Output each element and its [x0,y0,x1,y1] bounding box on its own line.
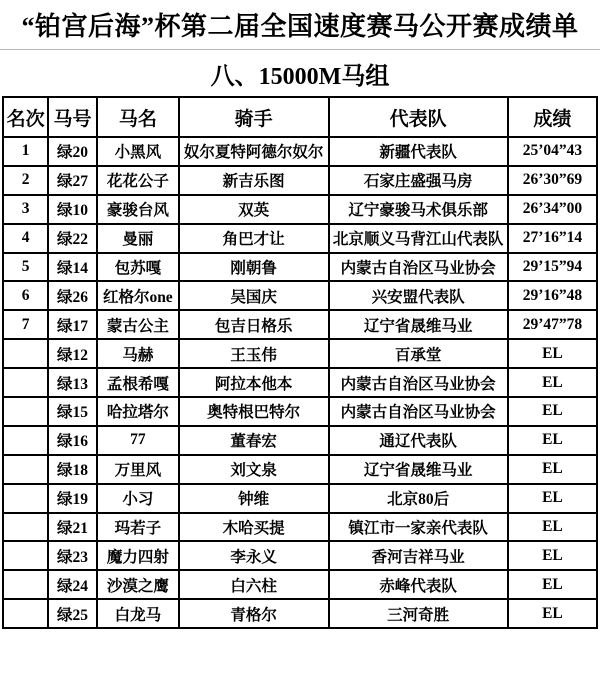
result-cell: EL [508,599,597,628]
table-row [3,137,597,166]
table-row [3,455,597,484]
horse-name-cell: 花花公子 [97,166,179,195]
team-cell: 石家庄盛强马房 [329,166,508,195]
column-header-team: 代表队 [329,97,508,137]
table-row [3,541,597,570]
jockey-cell: 董春宏 [179,426,329,455]
results-body [3,137,597,628]
result-cell: EL [508,339,597,368]
header-row [3,97,597,137]
table-row [3,484,597,513]
table-row [3,368,597,397]
team-cell: 内蒙古自治区马业协会 [329,368,508,397]
result-cell: 29’47”78 [508,310,597,339]
horse-number-cell: 绿23 [48,541,97,570]
table-row [3,224,597,253]
column-header-jockey: 骑手 [179,97,329,137]
jockey-cell: 吴国庆 [179,281,329,310]
group-title: 八、15000M马组 [210,63,390,90]
rank-cell: 4 [3,224,48,253]
rank-cell: 5 [3,253,48,282]
horse-number-cell: 绿16 [48,426,97,455]
jockey-cell: 奴尔夏特阿德尔奴尔 [179,137,329,166]
jockey-cell: 青格尔 [179,599,329,628]
horse-number-cell: 绿14 [48,253,97,282]
team-cell: 内蒙古自治区马业协会 [329,253,508,282]
horse-number-cell: 绿17 [48,310,97,339]
column-header-rank: 名次 [3,97,48,137]
horse-name-cell: 小习 [97,484,179,513]
team-cell: 内蒙古自治区马业协会 [329,397,508,426]
jockey-cell: 奥特根巴特尔 [179,397,329,426]
table-row [3,599,597,628]
table-row [3,253,597,282]
jockey-cell: 李永义 [179,541,329,570]
result-cell: EL [508,513,597,542]
table-row [3,339,597,368]
jockey-cell: 木哈买提 [179,513,329,542]
table-row [3,281,597,310]
rank-cell [3,541,48,570]
rank-cell: 2 [3,166,48,195]
table-row [3,310,597,339]
horse-number-cell: 绿22 [48,224,97,253]
horse-name-cell: 包苏嘎 [97,253,179,282]
horse-name-cell: 白龙马 [97,599,179,628]
result-cell: EL [508,397,597,426]
column-header-result: 成绩 [508,97,597,137]
horse-name-cell: 魔力四射 [97,541,179,570]
horse-name-cell: 红格尔one [97,281,179,310]
horse-number-cell: 绿25 [48,599,97,628]
team-cell: 北京80后 [329,484,508,513]
team-cell: 百承堂 [329,339,508,368]
team-cell: 赤峰代表队 [329,570,508,599]
result-cell: 26’30”69 [508,166,597,195]
horse-number-cell: 绿18 [48,455,97,484]
horse-name-cell: 豪骏台风 [97,195,179,224]
result-cell: 26’34”00 [508,195,597,224]
rank-cell: 3 [3,195,48,224]
team-cell: 北京顺义马背江山代表队 [329,224,508,253]
horse-number-cell: 绿12 [48,339,97,368]
result-cell: EL [508,368,597,397]
result-cell: EL [508,455,597,484]
horse-name-cell: 沙漠之鹰 [97,570,179,599]
horse-number-cell: 绿27 [48,166,97,195]
rank-cell [3,397,48,426]
horse-name-cell: 马赫 [97,339,179,368]
horse-name-cell: 小黑风 [97,137,179,166]
rank-cell [3,484,48,513]
results-table [2,96,598,629]
result-cell: EL [508,484,597,513]
horse-number-cell: 绿20 [48,137,97,166]
horse-name-cell: 孟根希嘎 [97,368,179,397]
table-row [3,195,597,224]
result-cell: EL [508,570,597,599]
rank-cell: 6 [3,281,48,310]
horse-name-cell: 哈拉塔尔 [97,397,179,426]
horse-name-cell: 77 [97,426,179,455]
table-row [3,426,597,455]
horse-number-cell: 绿10 [48,195,97,224]
rank-cell [3,599,48,628]
result-cell: EL [508,541,597,570]
jockey-cell: 王玉伟 [179,339,329,368]
team-cell: 镇江市一家亲代表队 [329,513,508,542]
result-cell: 27’16”14 [508,224,597,253]
horse-number-cell: 绿13 [48,368,97,397]
rank-cell [3,513,48,542]
horse-name-cell: 曼丽 [97,224,179,253]
team-cell: 香河吉祥马业 [329,541,508,570]
horse-name-cell: 玛若子 [97,513,179,542]
team-cell: 三河奇胜 [329,599,508,628]
table-row [3,166,597,195]
jockey-cell: 双英 [179,195,329,224]
table-row [3,513,597,542]
column-header-number: 马号 [48,97,97,137]
table-row [3,397,597,426]
result-cell: 29’16”48 [508,281,597,310]
table-row [3,570,597,599]
result-cell: EL [508,426,597,455]
horse-number-cell: 绿24 [48,570,97,599]
jockey-cell: 包吉日格乐 [179,310,329,339]
team-cell: 通辽代表队 [329,426,508,455]
rank-cell [3,570,48,599]
jockey-cell: 阿拉本他本 [179,368,329,397]
rank-cell [3,339,48,368]
team-cell: 辽宁省晟维马业 [329,310,508,339]
jockey-cell: 刚朝鲁 [179,253,329,282]
jockey-cell: 白六柱 [179,570,329,599]
jockey-cell: 新吉乐图 [179,166,329,195]
team-cell: 兴安盟代表队 [329,281,508,310]
horse-name-cell: 万里风 [97,455,179,484]
result-cell: 25’04”43 [508,137,597,166]
horse-name-cell: 蒙古公主 [97,310,179,339]
rank-cell [3,455,48,484]
horse-number-cell: 绿19 [48,484,97,513]
team-cell: 辽宁豪骏马术俱乐部 [329,195,508,224]
team-cell: 辽宁省晟维马业 [329,455,508,484]
horse-number-cell: 绿15 [48,397,97,426]
rank-cell: 1 [3,137,48,166]
team-cell: 新疆代表队 [329,137,508,166]
jockey-cell: 刘文泉 [179,455,329,484]
jockey-cell: 角巴才让 [179,224,329,253]
rank-cell [3,426,48,455]
result-cell: 29’15”94 [508,253,597,282]
jockey-cell: 钟维 [179,484,329,513]
page-title: “铂宫后海”杯第二届全国速度赛马公开赛成绩单 [0,0,600,50]
rank-cell: 7 [3,310,48,339]
horse-number-cell: 绿26 [48,281,97,310]
column-header-horse: 马名 [97,97,179,137]
horse-number-cell: 绿21 [48,513,97,542]
rank-cell [3,368,48,397]
